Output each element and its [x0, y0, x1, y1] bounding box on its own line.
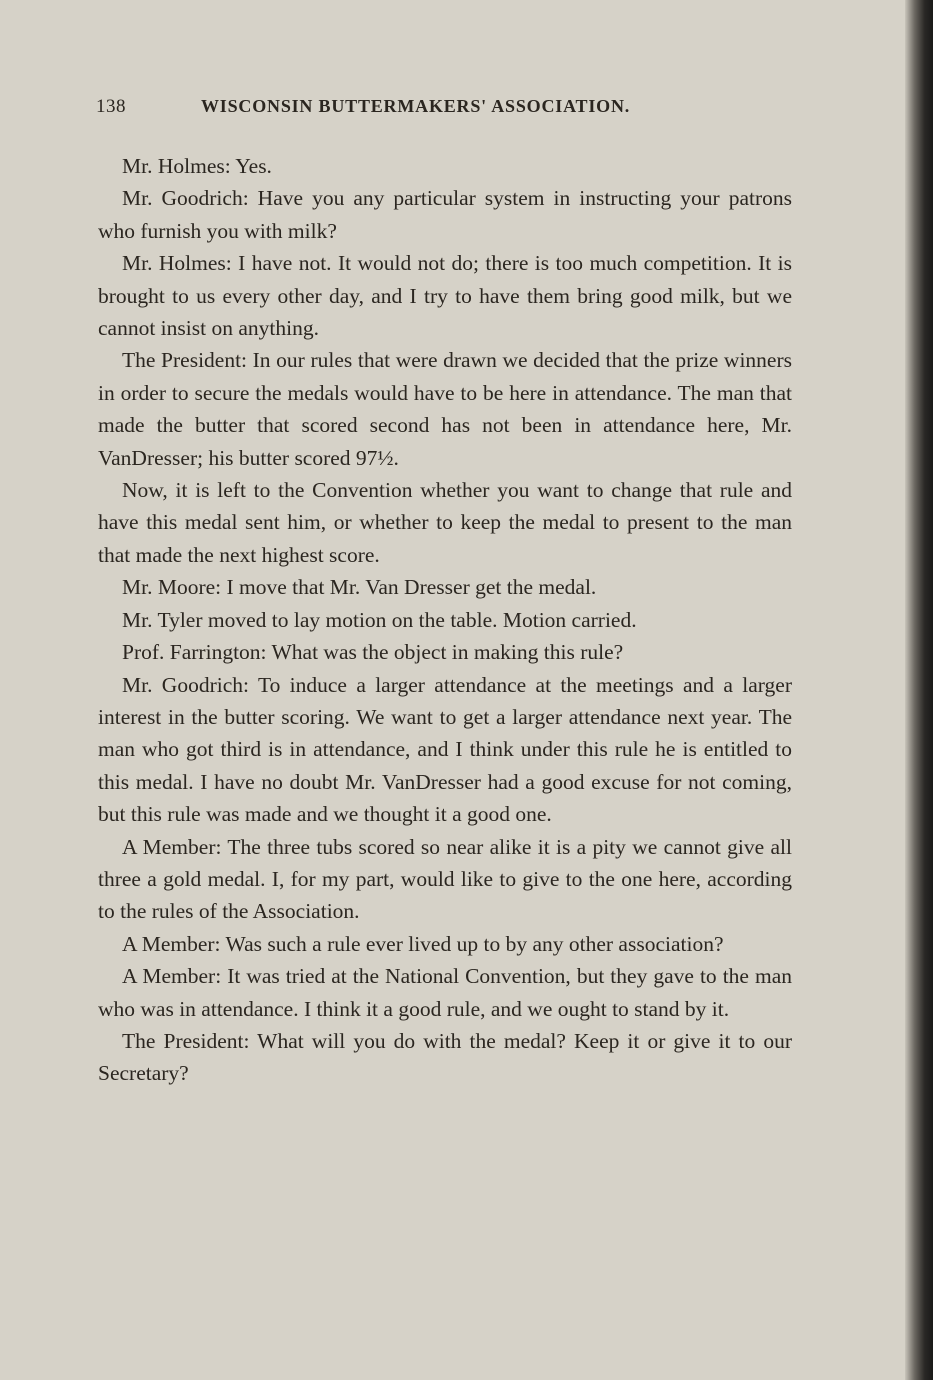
paragraph: A Member: Was such a rule ever lived up to by any other association?: [122, 931, 724, 956]
page-number: 138: [96, 96, 126, 117]
paragraph: Prof. Farrington: What was the object in making this rule?: [122, 640, 624, 665]
running-head: WISCONSIN BUTTERMAKERS' ASSOCIATION.: [201, 96, 631, 116]
paragraph: Mr. Holmes: Yes.: [122, 154, 272, 178]
paragraph: Mr. Goodrich: To induce a larger attendance at the meetings and a larger interest in the butter scoring. We want to get a larger attendance next year. The man who got third is in attendance, and I think under this rule he is entitled to this medal. I have no doubt Mr. VanDresser had a good excuse for not coming, but this rule was made and we thought it a good one.: [98, 672, 792, 827]
paragraph: The President: What will you do with the medal? Keep it or give it to our Secretary?: [98, 1028, 792, 1086]
paragraph: Mr. Goodrich: Have you any particular system in instructing your patrons who furnish you with milk?: [98, 186, 792, 243]
paragraph: Now, it is left to the Convention whether you want to change that rule and have this medal sent him, or whether to keep the medal to present to the man that made the next highest score.: [98, 478, 792, 567]
paragraph: The President: In our rules that were drawn we decided that the prize winners in order to secure the medals would have to be here in attendance. The man that made the butter that scored second has not been in attendance here, Mr. VanDresser; his butter scored 97½.: [98, 348, 792, 470]
paragraph: A Member: The three tubs scored so near alike it is a pity we cannot give all three a gold medal. I, for my part, would like to give to the one here, according to the rules of the Association.: [98, 834, 792, 924]
paragraph: Mr. Moore: I move that Mr. Van Dresser get the medal.: [122, 575, 597, 600]
body-text: [98, 150, 792, 1090]
book-spine-shadow: [905, 0, 933, 1380]
page-header: [96, 96, 796, 126]
paragraph: A Member: It was tried at the National Convention, but they gave to the man who was in attendance. I think it a good rule, and we ought to stand by it.: [98, 964, 792, 1021]
paragraph: Mr. Holmes: I have not. It would not do; there is too much competition. It is brought to us every other day, and I try to have them bring good milk, but we cannot insist on anything.: [98, 251, 792, 341]
paragraph: Mr. Tyler moved to lay motion on the table. Motion carried.: [122, 607, 637, 632]
